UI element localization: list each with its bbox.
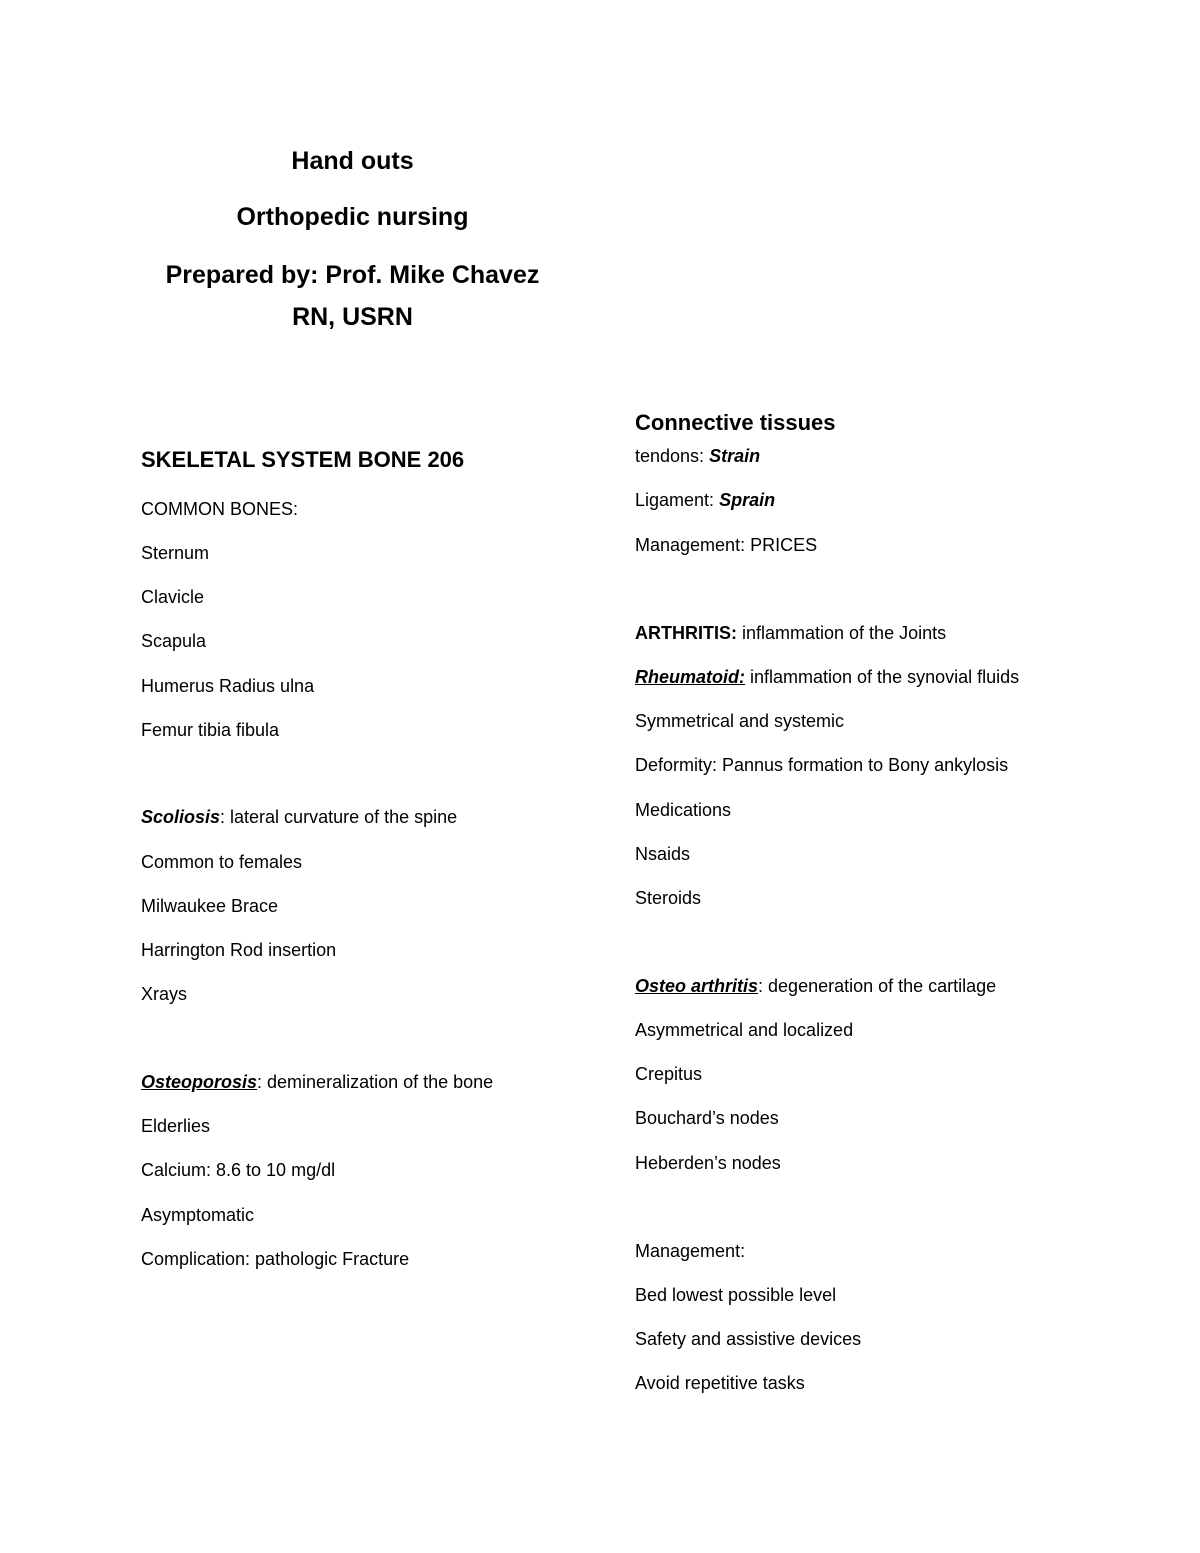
osteoporosis-definition <box>141 1071 493 1093</box>
rheumatoid-item: Medications <box>635 800 732 820</box>
rheumatoid-item: Nsaids <box>635 844 691 864</box>
tendons-line <box>635 445 760 467</box>
arthritis-definition-text: inflammation of the Joints <box>737 623 947 643</box>
rheumatoid-item: Deformity: Pannus formation to Bony ankylosis <box>635 755 1009 775</box>
bone-item: Scapula <box>141 631 207 651</box>
management-item: Avoid repetitive tasks <box>635 1373 805 1393</box>
rheumatoid-definition-text: inflammation of the synovial fluids <box>745 667 1020 687</box>
osteoporosis-item: Complication: pathologic Fracture <box>141 1249 410 1269</box>
osteo-arthritis-definition <box>635 975 996 997</box>
bone-item: Sternum <box>141 543 210 563</box>
rheumatoid-term: Rheumatoid: <box>635 667 745 687</box>
scoliosis-term: Scoliosis <box>141 807 221 827</box>
osteo-arthritis-term: Osteo arthritis <box>635 976 759 996</box>
osteo-arthritis-item: Asymmetrical and localized <box>635 1020 854 1040</box>
management-item: Safety and assistive devices <box>635 1329 862 1349</box>
rheumatoid-item: Symmetrical and systemic <box>635 711 845 731</box>
document-title: Hand outs <box>291 147 414 175</box>
ligament-label: Ligament: <box>635 490 720 510</box>
management-item: Bed lowest possible level <box>635 1285 837 1305</box>
bone-item: Clavicle <box>141 587 205 607</box>
osteo-arthritis-item: Crepitus <box>635 1064 703 1084</box>
arthritis-definition <box>635 622 946 644</box>
osteo-arthritis-item: Bouchard’s nodes <box>635 1108 779 1128</box>
osteo-arthritis-definition-text: : degeneration of the cartilage <box>758 976 997 996</box>
rheumatoid-item: Steroids <box>635 888 702 908</box>
management-prices: Management: PRICES <box>635 535 818 555</box>
credentials: RN, USRN <box>292 303 413 331</box>
osteoporosis-item: Asymptomatic <box>141 1205 255 1225</box>
rheumatoid-definition <box>635 666 1019 688</box>
scoliosis-definition-text: : lateral curvature of the spine <box>220 807 458 827</box>
osteoporosis-item: Calcium: 8.6 to 10 mg/dl <box>141 1160 336 1180</box>
scoliosis-item: Common to females <box>141 852 303 872</box>
scoliosis-item: Milwaukee Brace <box>141 896 279 916</box>
osteoporosis-term: Osteoporosis <box>141 1072 258 1092</box>
osteo-arthritis-item: Heberden’s nodes <box>635 1153 781 1173</box>
ligament-value: Sprain <box>719 490 776 510</box>
bone-item: Femur tibia fibula <box>141 720 280 740</box>
osteoporosis-item: Elderlies <box>141 1116 211 1136</box>
scoliosis-item: Xrays <box>141 984 188 1004</box>
connective-tissues-heading: Connective tissues <box>635 410 836 435</box>
ligament-line <box>635 489 775 511</box>
management-label: Management: <box>635 1241 746 1261</box>
bone-item: Humerus Radius ulna <box>141 676 315 696</box>
scoliosis-item: Harrington Rod insertion <box>141 940 337 960</box>
common-bones-label: COMMON BONES: <box>141 499 299 519</box>
prepared-by: Prepared by: Prof. Mike Chavez <box>165 261 540 289</box>
scoliosis-definition <box>141 806 457 828</box>
tendons-label: tendons: <box>635 446 710 466</box>
document-subtitle: Orthopedic nursing <box>236 203 469 231</box>
arthritis-term: ARTHRITIS: <box>635 623 737 643</box>
tendons-value: Strain <box>709 446 761 466</box>
osteoporosis-definition-text: : demineralization of the bone <box>257 1072 494 1092</box>
skeletal-system-heading: SKELETAL SYSTEM BONE 206 <box>141 447 465 472</box>
